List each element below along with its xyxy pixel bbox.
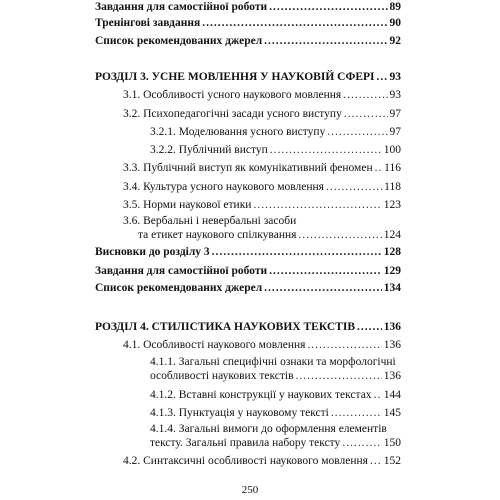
- toc-entry-title: Список рекомендованих джерел: [95, 282, 263, 294]
- leader-dots: [344, 108, 388, 121]
- leader-dots: [264, 35, 387, 48]
- toc-entry-title-line1: 4.1.4. Загальні вимоги до оформлення елементів: [150, 423, 387, 435]
- toc-entry-title: Висновки до розділу 3: [95, 246, 210, 258]
- toc-entry-title: Завдання для самостійної роботи: [95, 1, 268, 13]
- leader-dots: [326, 181, 382, 194]
- leader-dots: [327, 126, 387, 139]
- leader-dots: [298, 229, 381, 242]
- toc-entry-page: 90: [389, 17, 401, 29]
- toc-entry-title: Список рекомендованих джерел: [95, 35, 263, 47]
- toc-entry-title: 3.5. Норми наукової етики: [123, 199, 252, 211]
- toc-entry-title: 3.4. Культура усного наукового мовлення: [123, 181, 324, 193]
- toc-entry-page: 145: [383, 407, 401, 419]
- toc-entry-page: 144: [383, 389, 401, 401]
- toc-entry-title: 3.1. Особливості усного наукового мовлення: [123, 89, 342, 101]
- toc-entry-page: 93: [389, 89, 401, 101]
- toc-entry-page: 100: [383, 144, 401, 156]
- toc-entry-title: 3.3. Публічний виступ як комунікативний феномен: [123, 162, 373, 174]
- leader-dots: [253, 199, 381, 212]
- toc-entry-title: 3.2. Психопедагогічні засади усного виступу: [123, 108, 342, 120]
- toc-entry-page: 134: [383, 282, 401, 294]
- leader-dots: [202, 17, 387, 30]
- leader-dots: [343, 89, 387, 102]
- leader-dots: [264, 282, 382, 295]
- toc-entry-page: 136: [383, 370, 401, 382]
- toc-entry-page: 116: [384, 162, 401, 174]
- toc-entry-page: 118: [384, 181, 401, 193]
- toc-entry-page: 129: [383, 265, 401, 277]
- leader-dots: [357, 321, 382, 334]
- leader-dots: [377, 71, 388, 84]
- leader-dots: [331, 407, 382, 420]
- toc-entry-title: тексту. Загальні правила набору тексту: [150, 437, 341, 449]
- toc-entry-title: 3.2.1. Моделювання усного виступу: [150, 126, 326, 138]
- toc-entry-page: 124: [383, 229, 401, 241]
- toc-entry-page: 136: [383, 339, 401, 351]
- toc-entry-title: РОЗДІЛ 4. СТИЛІСТИКА НАУКОВИХ ТЕКСТІВ: [95, 321, 355, 333]
- toc-entry-title: 4.1. Особливості наукового мовлення: [123, 339, 306, 351]
- toc-entry-title: РОЗДІЛ 3. УСНЕ МОВЛЕННЯ У НАУКОВІЙ СФЕРІ: [95, 71, 375, 83]
- leader-dots: [374, 389, 382, 402]
- toc-entry-title: Завдання для самостійної роботи: [95, 265, 268, 277]
- toc-entry-page: 152: [383, 455, 401, 467]
- toc-entry-page: 150: [383, 437, 401, 449]
- leader-dots: [307, 339, 381, 352]
- toc-entry-page: 128: [383, 246, 401, 258]
- toc-entry-title: 4.1.3. Пунктуація у науковому тексті: [150, 407, 329, 419]
- leader-dots: [270, 144, 382, 157]
- toc-entry-title: 3.2.2. Публічний виступ: [150, 144, 268, 156]
- toc-entry-title: 4.1.2. Вставні конструкції у наукових текстах: [150, 389, 372, 401]
- leader-dots: [269, 1, 387, 14]
- leader-dots: [269, 265, 382, 278]
- toc-entry-page: 93: [389, 71, 401, 83]
- leader-dots: [370, 455, 382, 468]
- leader-dots: [342, 437, 381, 450]
- toc-entry-title: та етикет наукового спілкування: [138, 229, 297, 241]
- leader-dots: [212, 246, 382, 259]
- toc-entry-title: 4.2. Синтаксичні особливості наукового мовлення: [123, 455, 368, 467]
- toc-entry-page: 97: [389, 108, 401, 120]
- leader-dots: [375, 162, 383, 175]
- toc-entry-title: Тренінгові завдання: [95, 17, 201, 29]
- page-number: 250: [241, 484, 259, 496]
- toc-entry-title-line1: 3.6. Вербальні і невербальні засоби: [123, 215, 297, 227]
- toc-entry-title-line1: 4.1.1. Загальні специфічні ознаки та морфологічні: [150, 356, 396, 368]
- toc-entry-page: 123: [383, 199, 401, 211]
- toc-entry-page: 97: [389, 126, 401, 138]
- toc-entry-page: 89: [389, 1, 401, 13]
- leader-dots: [296, 370, 382, 383]
- toc-entry-title: особливості наукових текстів: [150, 370, 294, 382]
- toc-entry-page: 92: [389, 35, 401, 47]
- toc-entry-page: 136: [383, 321, 401, 333]
